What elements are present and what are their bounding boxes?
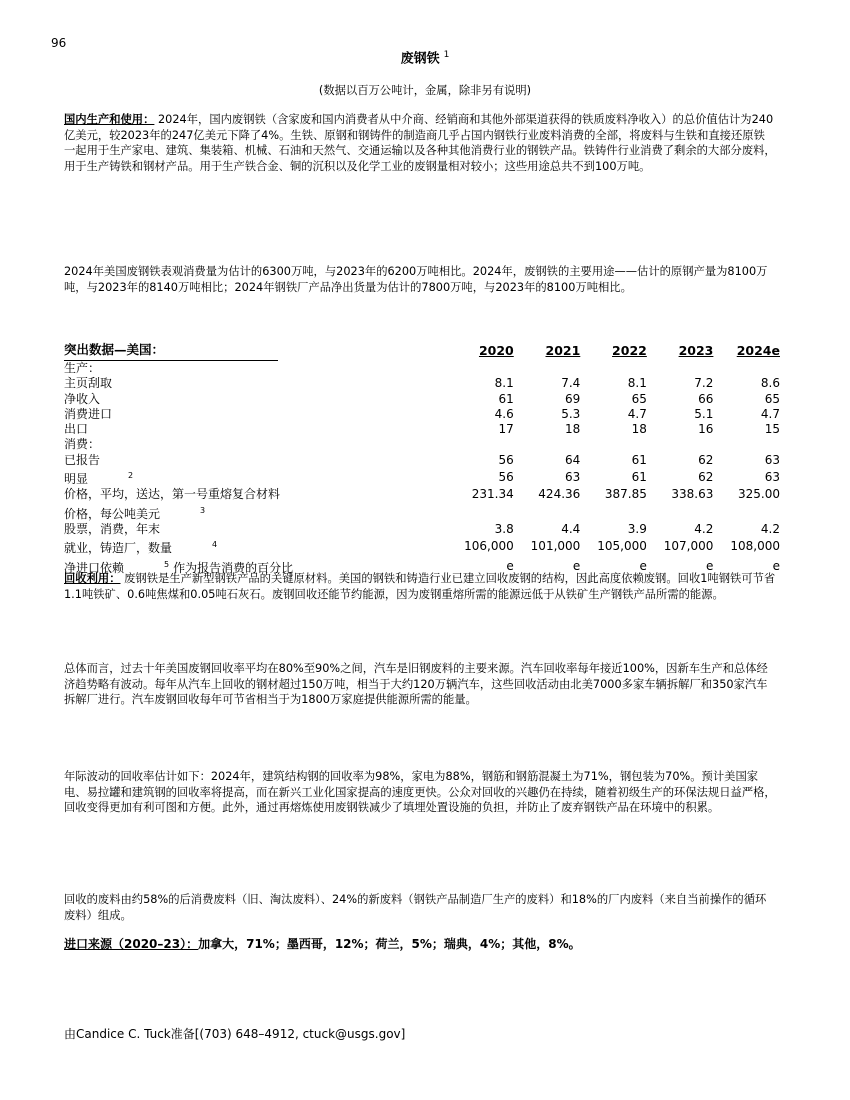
row-value: 62 <box>698 470 714 485</box>
table-row <box>64 361 780 376</box>
domestic-paragraph <box>64 112 776 174</box>
row-value <box>713 437 780 452</box>
row-value: 61 <box>631 470 647 485</box>
row-footnote: 2 <box>128 471 134 481</box>
row-value <box>580 503 647 522</box>
row-value: 4.2 <box>760 521 780 536</box>
row-value: 18 <box>631 422 647 437</box>
row-value <box>580 361 647 376</box>
table-header-row <box>64 340 780 361</box>
row-label: 消费进口 <box>64 406 113 421</box>
salient-statistics-table <box>64 340 780 576</box>
salient-statistics-table-wrap <box>64 340 786 576</box>
row-value <box>447 437 514 452</box>
row-value: 65 <box>764 391 780 406</box>
recycling-annual-paragraph: 年际波动的回收率估计如下：2024年，建筑结构钢的回收率为98%，家电为88%，钢筋和钢筋混凝土为71%，钢包装为70%。预计美国家电、易拉罐和建筑钢的回收率将提高，而在新兴工业化国家提高的速度更快。公众对回收的兴趣仍在持续，随着初级生产的环保法规日益严格，回收变得更加有利可图和方便。此外，通过再熔炼使用废钢铁减少了填埋处置设施的负担，并防止了废弃钢铁产品在环境中的积累。 <box>64 770 776 814</box>
table-row <box>64 453 780 468</box>
domestic-text: 2024年，国内废钢铁（含家废和国内消费者从中介商、经销商和其他外部渠道获得的铁质废料净收入）的总价值估计为240亿美元，较2023年的247亿美元下降了4%。生铁、原钢和钢铸件的制造商几乎占国内钢铁行业废料消费的全部，将废料与生铁和直接还原铁一起用于生产家电、建筑、集装箱、机械、石油和天然气、交通运输以及各种其他消费行业的钢铁产品。铁铸件行业消费了剩余的大部分废料，用于生产铸铁和钢材产品。用于生产铁合金、铜的沉积以及化学工业的废钢量相对较小；这些用途总共不到100万吨。 <box>64 113 776 173</box>
row-value: 4.6 <box>494 406 514 421</box>
title-footnote: 1 <box>443 50 450 60</box>
row-value <box>713 361 780 376</box>
row-value: 62 <box>698 452 714 467</box>
recycling-text: 废钢铁是生产新型钢铁产品的关键原材料。美国的钢铁和铸造行业已建立回收废钢的结构，因此高度依赖废钢。回收1吨钢铁可节省1.1吨铁矿、0.6吨焦煤和0.05吨石灰石。废钢回收还能节约能源，因为废钢重熔所需的能源远低于从铁矿生产钢铁产品所需的能源。 <box>64 572 776 601</box>
row-value: 4.7 <box>760 406 780 421</box>
row-value: 56 <box>498 452 514 467</box>
row-value: 424.36 <box>538 487 581 502</box>
row-value: e <box>772 558 780 573</box>
year-header: 2023 <box>678 343 714 358</box>
row-value: 61 <box>498 391 514 406</box>
row-value: 3.9 <box>627 521 647 536</box>
row-label: 就业，铸造厂，数量 $^4$ <box>64 540 218 556</box>
row-value <box>713 503 780 522</box>
row-value: e <box>639 558 647 573</box>
row-value: 231.34 <box>471 487 514 502</box>
row-value: 15 <box>764 422 780 437</box>
row-value: 5.3 <box>561 406 581 421</box>
row-value: 16 <box>698 422 714 437</box>
row-value: 63 <box>565 470 581 485</box>
row-value <box>647 361 714 376</box>
row-value: 8.1 <box>627 376 647 391</box>
row-label: 价格，平均，送达，第一号重熔复合材料 <box>64 487 281 502</box>
row-value: 4.4 <box>561 521 581 536</box>
row-value: 325.00 <box>738 487 780 502</box>
import-sources-label: 进口来源（2020–23）： <box>64 937 199 951</box>
row-value: 64 <box>565 452 581 467</box>
row-label-suffix: 作为报告消费的百分比 <box>173 560 294 575</box>
table-row <box>64 468 780 487</box>
row-value: 8.6 <box>760 376 780 391</box>
row-label: 股票，消费，年末 <box>64 521 161 536</box>
row-label: 净进口依赖 $^5$ 作为报告消费的百分比 <box>64 559 294 575</box>
row-label: 价格，每公吨美元 $^3$ <box>64 505 206 521</box>
table-heading: 突出数据—美国： <box>64 340 447 361</box>
row-value: 8.1 <box>494 376 514 391</box>
table-row <box>64 392 780 407</box>
row-footnote: 3 <box>200 505 206 515</box>
row-value <box>580 437 647 452</box>
table-row <box>64 537 780 556</box>
table-row <box>64 487 780 502</box>
row-label: 已报告 <box>64 452 101 467</box>
row-value: e <box>572 558 581 573</box>
row-value <box>447 503 514 522</box>
row-footnote: 4 <box>212 540 218 550</box>
row-value: 66 <box>698 391 714 406</box>
domestic-heading: 国内生产和使用： <box>64 113 155 126</box>
recycling-heading: 回收利用： <box>64 572 121 585</box>
import-sources-text: 加拿大，71%；墨西哥，12%；荷兰，5%；瑞典，4%；其他，8%。 <box>198 937 581 951</box>
domestic-section <box>64 112 776 174</box>
row-value: e <box>506 558 514 573</box>
row-value: 56 <box>498 470 514 485</box>
row-value: 65 <box>631 391 647 406</box>
row-value: 108,000 <box>730 539 780 554</box>
recycling-section <box>64 571 776 602</box>
row-value: 106,000 <box>464 539 514 554</box>
title-text: 废钢铁 <box>400 51 440 67</box>
row-value <box>447 361 514 376</box>
row-value: 7.2 <box>694 376 714 391</box>
row-value <box>647 503 714 522</box>
table-row <box>64 503 780 522</box>
row-value: 18 <box>565 422 581 437</box>
row-value <box>514 361 581 376</box>
table-row <box>64 522 780 537</box>
row-value <box>514 437 581 452</box>
row-value: 61 <box>631 452 647 467</box>
row-value: 3.8 <box>494 521 514 536</box>
row-value <box>647 437 714 452</box>
recycling-paragraph <box>64 571 776 602</box>
prepared-by-footer: 由Candice C. Tuck准备[(703) 648–4912, ctuck@usgs.gov] <box>64 1027 406 1041</box>
row-label: 主页刮取 <box>64 376 113 391</box>
table-row <box>64 422 780 437</box>
row-label: 消费： <box>64 437 101 452</box>
row-value: 4.2 <box>694 521 714 536</box>
scrap-composition-paragraph: 回收的废料由约58%的后消费废料（旧、淘汰废料）、24%的新废料（钢铁产品制造厂生产的废料）和18%的厂内废料（来自当前操作的循环废料）组成。 <box>64 893 767 922</box>
row-value: e <box>706 558 714 573</box>
table-row <box>64 407 780 422</box>
row-value: 105,000 <box>597 539 647 554</box>
row-value: 4.7 <box>627 406 647 421</box>
page-title <box>0 48 850 67</box>
row-value: 101,000 <box>530 539 581 554</box>
year-header: 2021 <box>545 343 581 358</box>
page-subtitle: (数据以百万公吨计，金属，除非另有说明) <box>318 84 532 97</box>
row-value: 5.1 <box>694 406 714 421</box>
row-value: 69 <box>565 391 581 406</box>
row-footnote: 5 <box>164 559 170 569</box>
recycling-rates-paragraph: 总体而言，过去十年美国废钢回收率平均在80%至90%之间，汽车是旧钢废料的主要来源。汽车回收率每年接近100%，因新车生产和总体经济趋势略有波动。每年从汽车上回收的钢材超过150万吨，相当于大约120万辆汽车，这些回收活动由北美7000多家车辆拆解厂和350家汽车拆解厂进行。汽车废钢回收每年可节省相当于为1800万家庭提供能源所需的能量。 <box>64 662 768 706</box>
row-value: 63 <box>764 470 780 485</box>
table-row <box>64 437 780 452</box>
row-value: 387.85 <box>604 487 647 502</box>
row-value: 338.63 <box>671 487 714 502</box>
consumption-paragraph: 2024年美国废钢铁表观消费量为估计的6300万吨，与2023年的6200万吨相比。2024年，废钢铁的主要用途——估计的原钢产量为8100万吨，与2023年的8140万吨相比；2024年钢铁厂产品净出货量为估计的7800万吨，与2023年的8100万吨相比。 <box>64 265 768 294</box>
row-label: 出口 <box>64 422 89 437</box>
row-value <box>514 503 581 522</box>
row-value: 63 <box>764 452 780 467</box>
row-label: 生产： <box>64 361 101 375</box>
year-header: 2020 <box>478 343 514 358</box>
row-value: 107,000 <box>663 539 714 554</box>
row-label: 明显 $^2$ <box>64 471 134 487</box>
row-value: 17 <box>498 422 514 437</box>
row-value: 7.4 <box>561 376 581 391</box>
page-number: 96 <box>51 36 67 50</box>
year-header: 2024e <box>736 343 780 358</box>
row-label: 净收入 <box>64 391 101 406</box>
table-row <box>64 376 780 391</box>
import-sources <box>64 937 581 953</box>
year-header: 2022 <box>612 343 647 358</box>
